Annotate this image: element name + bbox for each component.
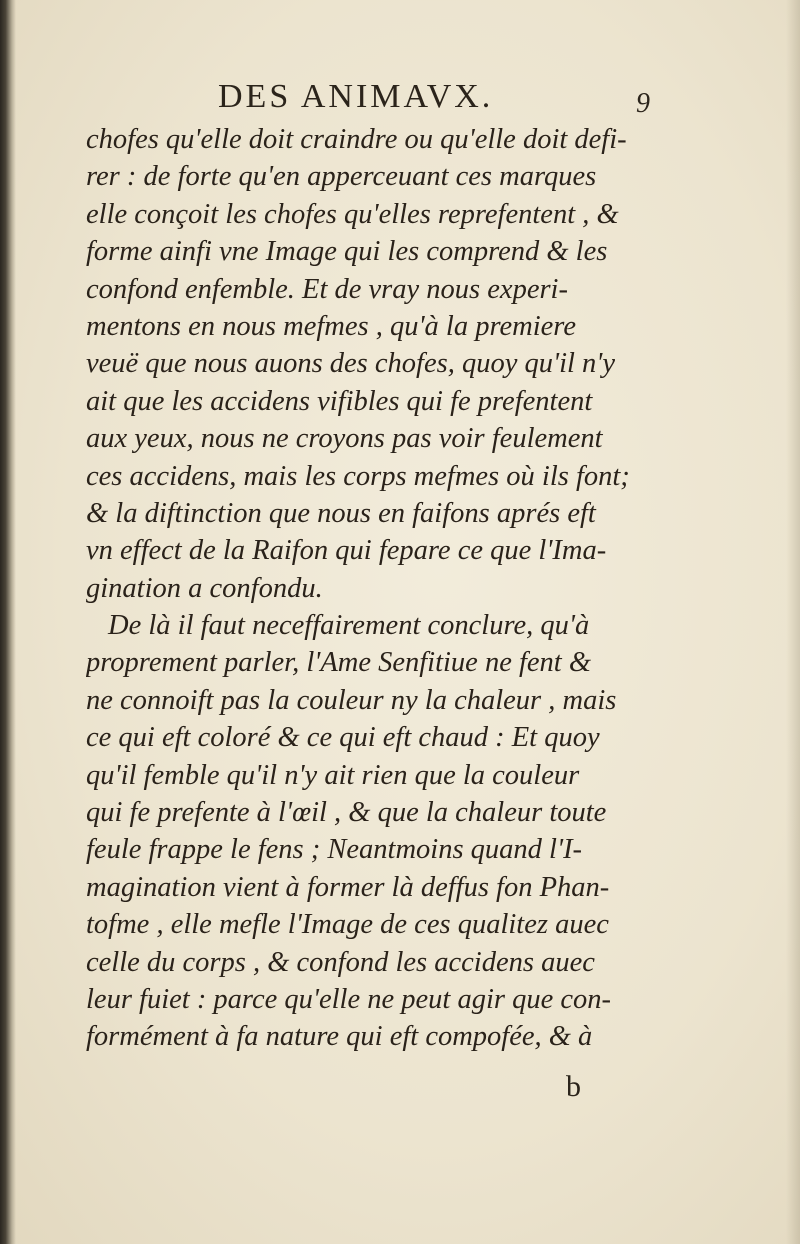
body-text — [86, 121, 686, 1056]
signature-mark: b — [566, 1070, 581, 1103]
running-title: DES ANIMAVX. — [218, 78, 494, 115]
text-line: celle du corps , & confond les accidens auec — [86, 946, 595, 978]
text-line: chofes qu'elle doit craindre ou qu'elle doit defi- — [86, 124, 627, 155]
text-line: veuë que nous auons des chofes, quoy qu'il n'y — [86, 348, 616, 380]
text-line: elle conçoit les chofes qu'elles reprefentent , & — [86, 198, 619, 230]
text-line: forme ainfi vne Image qui les comprend & les — [86, 236, 608, 268]
text-line: tofme , elle mefle l'Image de ces qualitez auec — [86, 909, 609, 941]
text-line: gination a confondu. — [86, 572, 323, 604]
text-line: ce qui eft coloré & ce qui eft chaud : Et quoy — [86, 722, 600, 754]
text-line: qui fe prefente à l'œil , & que la chaleur toute — [86, 797, 607, 829]
text-line: & la diftinction que nous en faifons aprés eft — [86, 497, 596, 529]
text-line: rer : de forte qu'en apperceuant ces marques — [86, 161, 597, 193]
text-line: ces accidens, mais les corps mefmes où ils font; — [86, 460, 630, 492]
text-line: vn effect de la Raifon qui fepare ce que l'Ima- — [86, 535, 607, 567]
text-line: aux yeux, nous ne croyons pas voir feulement — [86, 423, 603, 455]
text-line: mentons en nous mefmes , qu'à la premiere — [86, 310, 576, 342]
text-line: ait que les accidens vifibles qui fe prefentent — [86, 385, 593, 417]
page-number: 9 — [636, 88, 650, 119]
book-binding-edge — [0, 0, 16, 1244]
text-line: qu'il femble qu'il n'y ait rien que la couleur — [86, 759, 580, 791]
text-line: ne connoift pas la couleur ny la chaleur , mais — [86, 684, 617, 716]
paragraph-first-line: De là il faut neceffairement conclure, qu'à — [108, 610, 590, 642]
text-line: proprement parler, l'Ame Senfitiue ne fent & — [86, 647, 592, 679]
text-line: magination vient à former là deffus fon Phan- — [86, 871, 610, 903]
text-line: leur fuiet : parce qu'elle ne peut agir que con- — [86, 983, 612, 1015]
text-line: confond enfemble. Et de vray nous experi- — [86, 273, 568, 305]
page-header — [0, 78, 800, 122]
text-line: formément à fa nature qui eft compofée, & à — [86, 1021, 593, 1053]
page-edge-shadow — [786, 0, 800, 1244]
text-line: feule frappe le fens ; Neantmoins quand l'I- — [86, 834, 583, 866]
